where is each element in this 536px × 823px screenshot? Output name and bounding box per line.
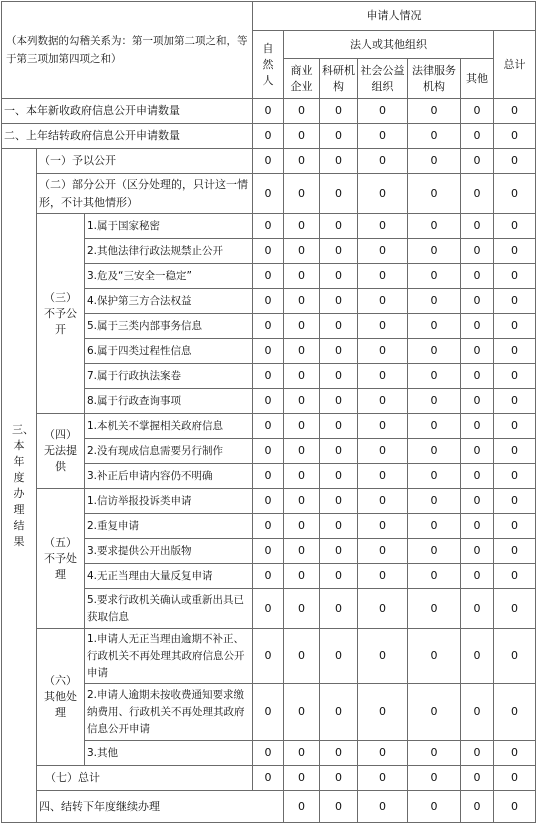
cell-value: 0 [358, 629, 408, 684]
cell-value: 0 [408, 489, 461, 514]
cell-value: 0 [358, 364, 408, 389]
cell-value: 0 [408, 264, 461, 289]
cell-value: 0 [284, 684, 320, 741]
row-label: 一、本年新收政府信息公开申请数量 [2, 99, 253, 124]
cell-value: 0 [358, 684, 408, 741]
header-research: 科研机构 [320, 59, 358, 99]
cell-value: 0 [461, 389, 494, 414]
cell-value: 0 [320, 564, 358, 589]
header-legal-service: 法律服务机构 [408, 59, 461, 99]
cell-value: 0 [358, 539, 408, 564]
cell-value: 0 [253, 629, 284, 684]
cell-value: 0 [358, 289, 408, 314]
disclosure-statistics-table [1, 1, 536, 823]
cell-value: 0 [284, 539, 320, 564]
header-total: 总计 [494, 31, 536, 99]
cell-value: 0 [494, 239, 536, 264]
cell-value: 0 [408, 539, 461, 564]
cell-value: 0 [494, 389, 536, 414]
cell-value: 0 [253, 124, 284, 149]
cell-value: 0 [284, 339, 320, 364]
row-label: 1.信访举报投诉类申请 [85, 489, 253, 514]
cell-value: 0 [494, 314, 536, 339]
cell-value: 0 [461, 539, 494, 564]
row-label: 6.属于四类过程性信息 [85, 339, 253, 364]
cell-value: 0 [461, 214, 494, 239]
cell-value: 0 [320, 124, 358, 149]
group-not-processed: （五）不予处理 [37, 489, 85, 629]
cell-value: 0 [461, 124, 494, 149]
cell-value: 0 [284, 589, 320, 629]
cell-value: 0 [461, 339, 494, 364]
cell-value: 0 [408, 589, 461, 629]
cell-value: 0 [358, 414, 408, 439]
cell-value: 0 [358, 489, 408, 514]
cell-value: 0 [358, 741, 408, 766]
cell-value: 0 [358, 389, 408, 414]
cell-value: 0 [358, 214, 408, 239]
cell-value: 0 [494, 629, 536, 684]
cell-value: 0 [358, 314, 408, 339]
cell-value: 0 [494, 339, 536, 364]
cell-value: 0 [253, 439, 284, 464]
cell-value: 0 [358, 514, 408, 539]
cell-value: 0 [284, 514, 320, 539]
cell-value: 0 [284, 489, 320, 514]
cell-value: 0 [320, 464, 358, 489]
cell-value: 0 [461, 364, 494, 389]
row-label: 8.属于行政查询事项 [85, 389, 253, 414]
cell-value: 0 [408, 791, 461, 823]
cell-value: 0 [284, 389, 320, 414]
cell-value: 0 [358, 99, 408, 124]
cell-value: 0 [320, 239, 358, 264]
cell-value: 0 [253, 214, 284, 239]
cell-value: 0 [284, 364, 320, 389]
cell-value: 0 [253, 339, 284, 364]
cell-value: 0 [494, 174, 536, 214]
cell-value: 0 [253, 239, 284, 264]
cell-value: 0 [284, 439, 320, 464]
cell-value: 0 [320, 264, 358, 289]
cell-value: 0 [408, 214, 461, 239]
cell-value: 0 [494, 489, 536, 514]
cell-value: 0 [494, 264, 536, 289]
cell-value: 0 [461, 414, 494, 439]
row-label: （二）部分公开（区分处理的，只计这一情形，不计其他情形） [37, 174, 253, 214]
cell-value: 0 [358, 339, 408, 364]
cell-value: 0 [494, 464, 536, 489]
row-label: 2.申请人逾期未按收费通知要求缴纳费用、行政机关不再处理其政府信息公开申请 [85, 684, 253, 741]
row-label: （七）总计 [37, 766, 253, 791]
header-social-welfare: 社会公益组织 [358, 59, 408, 99]
cell-value: 0 [461, 684, 494, 741]
cell-value: 0 [494, 684, 536, 741]
cell-value: 0 [408, 514, 461, 539]
row-label: 5.属于三类内部事务信息 [85, 314, 253, 339]
header-other: 其他 [461, 59, 494, 99]
cell-value: 0 [408, 99, 461, 124]
cell-value: 0 [253, 389, 284, 414]
cell-value: 0 [408, 149, 461, 174]
cell-value: 0 [284, 99, 320, 124]
cell-value: 0 [461, 239, 494, 264]
cell-value: 0 [320, 766, 358, 791]
cell-value: 0 [320, 629, 358, 684]
cell-value: 0 [253, 149, 284, 174]
cell-value: 0 [320, 514, 358, 539]
row-label: 二、上年结转政府信息公开申请数量 [2, 124, 253, 149]
cell-value: 0 [358, 564, 408, 589]
cell-value: 0 [320, 414, 358, 439]
cell-value: 0 [253, 684, 284, 741]
cell-value: 0 [408, 364, 461, 389]
cell-value: 0 [408, 439, 461, 464]
cell-value: 0 [284, 414, 320, 439]
cell-value: 0 [461, 741, 494, 766]
cell-value: 0 [284, 289, 320, 314]
row-label: 3.要求提供公开出版物 [85, 539, 253, 564]
row-label: 7.属于行政执法案卷 [85, 364, 253, 389]
cell-value: 0 [284, 174, 320, 214]
cell-value: 0 [408, 389, 461, 414]
cell-value: 0 [358, 766, 408, 791]
cell-value: 0 [253, 589, 284, 629]
cell-value: 0 [461, 99, 494, 124]
cell-value: 0 [408, 766, 461, 791]
cell-value: 0 [408, 741, 461, 766]
group-other-handling: （六）其他处理 [37, 629, 85, 766]
row-label: 3.其他 [85, 741, 253, 766]
cell-value: 0 [284, 124, 320, 149]
cell-value: 0 [284, 214, 320, 239]
cell-value: 0 [461, 464, 494, 489]
cell-value: 0 [408, 124, 461, 149]
cell-value: 0 [358, 149, 408, 174]
cell-value: 0 [284, 741, 320, 766]
row-label: 1.本机关不掌握相关政府信息 [85, 414, 253, 439]
cell-value: 0 [494, 149, 536, 174]
cell-value: 0 [284, 564, 320, 589]
cell-value: 0 [284, 264, 320, 289]
cell-value: 0 [461, 489, 494, 514]
cell-value: 0 [494, 589, 536, 629]
cell-value: 0 [408, 684, 461, 741]
cell-value: 0 [284, 791, 320, 823]
header-note: （本列数据的勾稽关系为：第一项加第二项之和，等于第三项加第四项之和） [2, 2, 253, 99]
cell-value: 0 [358, 439, 408, 464]
header-legal-group: 法人或其他组织 [284, 31, 494, 59]
cell-value: 0 [320, 589, 358, 629]
cell-value: 0 [408, 174, 461, 214]
cell-value: 0 [494, 214, 536, 239]
cell-value: 0 [494, 514, 536, 539]
cell-value: 0 [284, 314, 320, 339]
cell-value: 0 [461, 791, 494, 823]
cell-value: 0 [320, 364, 358, 389]
cell-value: 0 [461, 174, 494, 214]
cell-value: 0 [408, 414, 461, 439]
cell-value: 0 [253, 289, 284, 314]
cell-value: 0 [461, 149, 494, 174]
cell-value: 0 [461, 589, 494, 629]
header-commercial: 商业企业 [284, 59, 320, 99]
cell-value: 0 [494, 364, 536, 389]
cell-value: 0 [284, 464, 320, 489]
cell-value: 0 [320, 489, 358, 514]
cell-value: 0 [320, 339, 358, 364]
row-label: 2.重复申请 [85, 514, 253, 539]
cell-value: 0 [320, 174, 358, 214]
cell-value: 0 [320, 684, 358, 741]
cell-value: 0 [408, 629, 461, 684]
cell-value: 0 [461, 629, 494, 684]
cell-value: 0 [358, 589, 408, 629]
section-3-label: 三、本年度办理结果 [2, 149, 37, 823]
header-natural-person: 自然人 [253, 31, 284, 99]
row-label: 1.属于国家秘密 [85, 214, 253, 239]
cell-value: 0 [320, 314, 358, 339]
cell-value: 0 [408, 289, 461, 314]
row-label: （一）予以公开 [37, 149, 253, 174]
cell-value: 0 [253, 364, 284, 389]
cell-value: 0 [358, 264, 408, 289]
cell-value: 0 [408, 239, 461, 264]
header-applicant-info: 申请人情况 [253, 2, 536, 31]
cell-value: 0 [253, 174, 284, 214]
cell-value: 0 [284, 149, 320, 174]
cell-value: 0 [358, 791, 408, 823]
cell-value: 0 [494, 766, 536, 791]
row-label: 2.其他法律行政法规禁止公开 [85, 239, 253, 264]
row-label: 4.无正当理由大量反复申请 [85, 564, 253, 589]
cell-value: 0 [284, 629, 320, 684]
cell-value: 0 [461, 439, 494, 464]
group-not-disclosed: （三）不予公开 [37, 214, 85, 414]
cell-value: 0 [358, 464, 408, 489]
cell-value: 0 [494, 414, 536, 439]
cell-value: 0 [253, 539, 284, 564]
cell-value: 0 [494, 564, 536, 589]
cell-value: 0 [320, 214, 358, 239]
cell-value: 0 [358, 124, 408, 149]
cell-value: 0 [320, 149, 358, 174]
cell-value: 0 [320, 389, 358, 414]
cell-value: 0 [253, 99, 284, 124]
cell-value: 0 [408, 339, 461, 364]
cell-value: 0 [494, 539, 536, 564]
cell-value: 0 [320, 439, 358, 464]
row-label: 1.申请人无正当理由逾期不补正、行政机关不再处理其政府信息公开申请 [85, 629, 253, 684]
cell-value: 0 [253, 514, 284, 539]
cell-value: 0 [494, 99, 536, 124]
cell-value: 0 [253, 766, 284, 791]
cell-value: 0 [408, 464, 461, 489]
cell-value: 0 [408, 564, 461, 589]
cell-value: 0 [408, 314, 461, 339]
cell-value: 0 [494, 124, 536, 149]
row-label: 5.要求行政机关确认或重新出具已获取信息 [85, 589, 253, 629]
cell-value: 0 [461, 564, 494, 589]
cell-value: 0 [253, 464, 284, 489]
cell-value: 0 [494, 791, 536, 823]
cell-value: 0 [358, 174, 408, 214]
cell-value: 0 [320, 791, 358, 823]
cell-value: 0 [253, 314, 284, 339]
cell-value: 0 [494, 439, 536, 464]
cell-value: 0 [253, 414, 284, 439]
cell-value: 0 [461, 264, 494, 289]
cell-value: 0 [320, 741, 358, 766]
cell-value: 0 [284, 239, 320, 264]
row-label: 四、结转下年度继续办理 [37, 791, 284, 823]
cell-value: 0 [461, 289, 494, 314]
row-label: 3.危及“三安全一稳定” [85, 264, 253, 289]
cell-value: 0 [494, 741, 536, 766]
row-label: 3.补正后申请内容仍不明确 [85, 464, 253, 489]
cell-value: 0 [253, 489, 284, 514]
cell-value: 0 [358, 239, 408, 264]
cell-value: 0 [320, 99, 358, 124]
row-label: 4.保护第三方合法权益 [85, 289, 253, 314]
cell-value: 0 [253, 564, 284, 589]
cell-value: 0 [320, 539, 358, 564]
cell-value: 0 [461, 766, 494, 791]
group-cannot-provide: （四）无法提供 [37, 414, 85, 489]
cell-value: 0 [461, 314, 494, 339]
row-label: 2.没有现成信息需要另行制作 [85, 439, 253, 464]
cell-value: 0 [461, 514, 494, 539]
cell-value: 0 [320, 289, 358, 314]
cell-value: 0 [284, 766, 320, 791]
cell-value: 0 [494, 289, 536, 314]
cell-value: 0 [253, 264, 284, 289]
cell-value: 0 [253, 741, 284, 766]
